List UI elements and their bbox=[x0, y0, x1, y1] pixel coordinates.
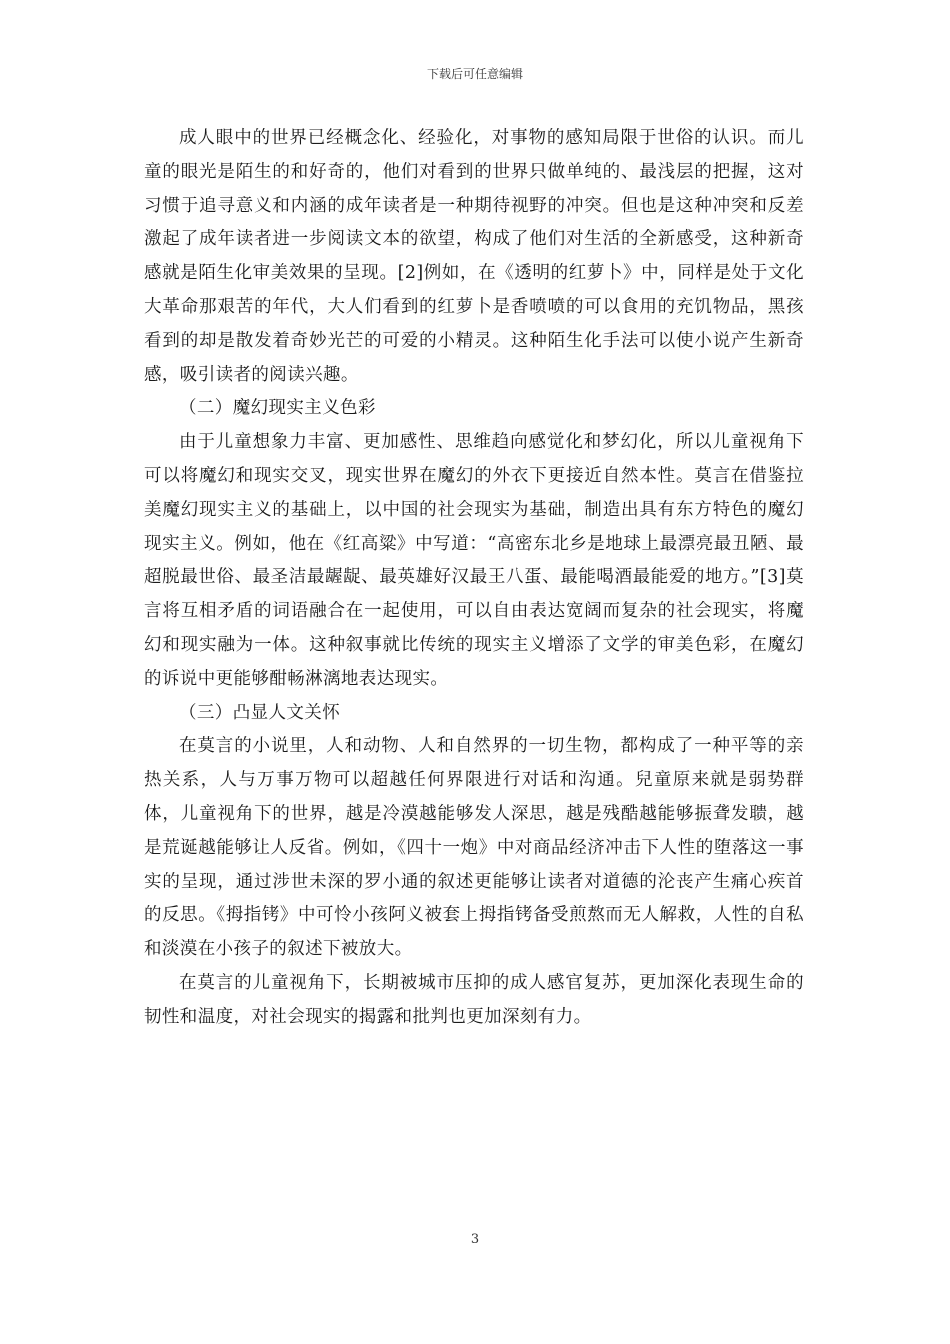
section-heading-humanistic-care: （三）凸显人文关怀 bbox=[179, 702, 341, 723]
body-text bbox=[144, 122, 804, 1035]
page-header: 下载后可任意编辑 bbox=[426, 67, 523, 81]
paragraph-humanistic-care: 在莫言的小说里，人和动物、人和自然界的一切生物，都构成了一种平等的亲热关系，人与万事万物可以超越任何界限进行对话和沟通。兒童原来就是弱势群体，儿童视角下的世界，越是冷漠越能够发人深思，越是残酷越能够振聋发聩，越是荒诞越能够让人反省。例如，《四十一炮》中对商品经济冲击下人性的堕落这一事实的呈现，通过涉世未深的罗小通的叙述更能够让读者对道德的沦丧产生痛心疾首的反思。《拇指铐》中可怜小孩阿义被套上拇指铐备受煎熬而无人解救，人性的自私和淡漠在小孩子的叙述下被放大。 bbox=[144, 736, 804, 960]
paragraph-perception: 成人眼中的世界已经概念化、经验化，对事物的感知局限于世俗的认识。而儿童的眼光是陌生的和好奇的，他们对看到的世界只做单纯的、最浅层的把握，这对习惯于追寻意义和内涵的成年读者是一种期待视野的冲突。但也是这种冲突和反差激起了成年读者进一步阅读文本的欲望，构成了他们对生活的全新感受，这种新奇感就是陌生化审美效果的呈现。[2]例如，在《透明的红萝卜》中，同样是处于文化大革命那艰苦的年代，大人们看到的红萝卜是香喷喷的可以食用的充饥物品，黑孩看到的却是散发着奇妙光芒的可爱的小精灵。这种陌生化手法可以使小说产生新奇感，吸引读者的阅读兴趣。 bbox=[144, 128, 804, 385]
paragraph-magic-realism: 由于儿童想象力丰富、更加感性、思维趋向感觉化和梦幻化，所以儿童视角下可以将魔幻和现实交叉，现实世界在魔幻的外衣下更接近自然本性。莫言在借鉴拉美魔幻现实主义的基础上，以中国的社会现实为基础，制造出具有东方特色的魔幻现实主义。例如，他在《红高粱》中写道：“高密东北乡是地球上最漂亮最丑陋、最超脱最世俗、最圣洁最龌龊、最英雄好汉最王八蛋、最能喝酒最能爱的地方。”[3]莫言将互相矛盾的词语融合在一起使用，可以自由表达宽阔而复杂的社会现实，将魔幻和现实融为一体。这种叙事就比传统的现实主义增添了文学的审美色彩，在魔幻的诉说中更能够酣畅淋漓地表达现实。 bbox=[144, 432, 804, 689]
paragraph-conclusion: 在莫言的儿童视角下，长期被城市压抑的成人感官复苏，更加深化表现生命的韧性和温度，对社会现实的揭露和批判也更加深刻有力。 bbox=[144, 972, 804, 1027]
page-number: 3 bbox=[470, 1232, 480, 1247]
section-heading-magic-realism: （二）魔幻现实主义色彩 bbox=[179, 398, 376, 419]
